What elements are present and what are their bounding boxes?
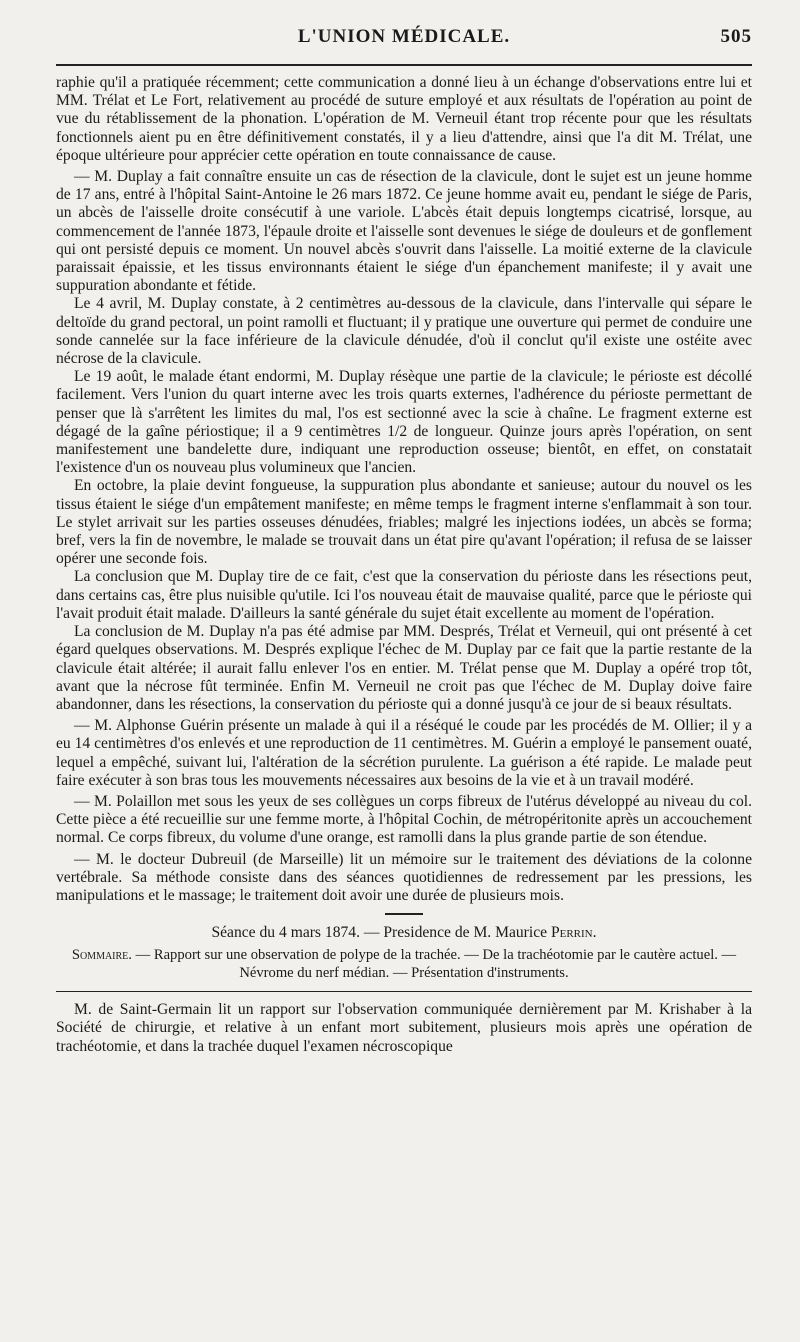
sommaire-rule xyxy=(56,991,752,992)
paragraph-guerin: — M. Alphonse Guérin présente un malade à qui il a réséqué le coude par les procédés de M. Ollier; il y a eu 14 centimètres d'os enlevés et une reproduction de 11 centimètres. M. Guérin a employé le pansement ouaté, lequel a empêché, suivant lui, l'altération de la sécrétion purulente. La guérison a été rapide. Le malade peut faire exécuter à son bras tous les mouvements nécessaires aux besoins de la vie et à un travail modéré. xyxy=(56,717,752,789)
journal-title: L'UNION MÉDICALE. xyxy=(297,26,511,47)
header-rule xyxy=(56,64,752,66)
seance-president: Perrin. xyxy=(550,924,597,942)
paragraph-polaillon: — M. Polaillon met sous les yeux de ses collègues un corps fibreux de l'utérus développé au niveau du col. Cette pièce a été recueillie sur une femme morte, à l'hôpital Cochin, de métropéritonite après un accouchement normal. Ce corps fibreux, du volume d'une orange, est ramolli dans la plus grande partie de son étendue. xyxy=(56,792,752,847)
paragraph-dubreuil: — M. le docteur Dubreuil (de Marseille) lit un mémoire sur le traitement des déviations de la colonne vertébrale. Sa méthode consiste dans des séances quotidiennes de redressement par les pressions, les manipulations et le massage; le traitement doit avoir une durée de plusieurs mois. xyxy=(56,850,752,904)
paragraph-octobre: En octobre, la plaie devint fongueuse, la suppuration plus abondante et sanieuse; autour du nouvel os les tissus étaient le siége d'un empâtement manifeste; en même temps le fragment interne s'enflammait à son tour. Le stylet arrivait sur les parties osseuses dénudées, friables; malgré les injections iodées, un abcès se forma; bref, vers la fin de novembre, le malade se trouvait dans un état pire qu'avant l'opération; il refusa de se laisser opérer une seconde fois. xyxy=(56,477,752,568)
paragraph-4-avril: Le 4 avril, M. Duplay constate, à 2 centimètres au-dessous de la clavicule, dans l'intervalle qui sépare le deltoïde du grand pectoral, un point ramolli et fluctuant; il y pratique une ouverture qui permet de conduire une sonde cannelée sur la face inférieure de la clavicule dénudée, d'où il conclut qu'il existe une ostéite avec nécrose de la clavicule. xyxy=(56,295,752,368)
paragraph-conclusion-duplay: La conclusion que M. Duplay tire de ce fait, c'est que la conservation du périoste dans les résections peut, dans certains cas, être plus nuisible qu'utile. Ici l'os nouveau était de mauvaise qualité, parce que le périoste qui l'avait produit était malade. D'ailleurs la santé générale du sujet était excellente au moment de l'opération. xyxy=(56,568,752,622)
body-text xyxy=(56,74,752,905)
sommaire-label: Sommaire. xyxy=(71,947,132,964)
paragraph-verneuil-phonation: raphie qu'il a pratiquée récemment; cette communication a donné lieu à un échange d'observations entre lui et MM. Trélat et Le Fort, relativement au procédé de suture employé et aux résultats de l'opération au point de vue du rétablissement de la phonation. L'opération de M. Verneuil étant trop récente pour que les résultats fonctionnels aient pu en être définitivement constatés, il y a lieu d'attendre, ainsi que l'a dit M. Trélat, une époque ultérieure pour apprécier cette opération en toute connaissance de cause. xyxy=(56,74,752,164)
paragraph-19-aout: Le 19 août, le malade étant endormi, M. Duplay résèque une partie de la clavicule; le périoste est décollé facilement. Vers l'union du quart interne avec les trois quarts externes, l'adhérence du périoste permettant de penser que là s'arrêtent les limites du mal, l'os est sectionné avec la scie à chaîne. Le fragment externe est dégagé de la gaîne périostique; il a 9 centimètres 1/2 de longueur. Quinze jours après l'opération, on sent manifestement une bandelette dure, indiquant une reproduction osseuse; bientôt, en effet, on constatait l'existence d'un os nouveau plus volumineux que l'ancien. xyxy=(56,368,752,477)
paragraph-conclusion-debat: La conclusion de M. Duplay n'a pas été admise par MM. Després, Trélat et Verneuil, qui ont présenté à cet égard quelques observations. M. Després explique l'échec de M. Duplay par ce fait que la partie restante de la clavicule était altérée; il aurait fallu enlever l'os en entier. M. Trélat pense que M. Duplay a opéré trop tôt, avant que la nécrose fût terminée. Enfin M. Verneuil ne croit pas que l'échec de M. Duplay doive faire abandonner, dans les résections, la conservation du périoste qui a donné jusqu'à ce jour de si beaux résultats. xyxy=(56,623,752,713)
paragraph-duplay-clavicule: — M. Duplay a fait connaître ensuite un cas de résection de la clavicule, dont le sujet est un jeune homme de 17 ans, entré à l'hôpital Saint-Antoine le 26 mars 1872. Ce jeune homme avait eu, pendant le siége de Paris, un abcès de l'aisselle droite consécutif à une variole. L'abcès était depuis longtemps cicatrisé, lorsque, au commencement de l'année 1873, l'épaule droite et l'aisselle sont devenues le siége de douleurs et de gonflement qui ont persisté depuis ce moment. Un nouvel abcès s'ouvrit dans l'aisselle. La moitié externe de la clavicule paraissait épaissie, et les tissus environnants étaient le siége d'un épanchement manifeste; il y avait une suppuration abondante et fétide. xyxy=(56,168,752,295)
seance-heading xyxy=(56,923,752,943)
paragraph-saint-germain: M. de Saint-Germain lit un rapport sur l'observation communiquée dernièrement par M. Krishaber à la Société de chirurgie, et relative à un enfant mort subitement, plusieurs mois après une opération de trachéotomie, et dans la trachée duquel l'examen nécroscopique xyxy=(56,1001,752,1055)
section-divider xyxy=(385,913,423,915)
page-number: 505 xyxy=(720,26,752,47)
running-header xyxy=(56,26,752,58)
seance-text: Séance du 4 mars 1874. — Presidence de M. Maurice xyxy=(211,924,551,942)
sommaire-text: — Rapport sur une observation de polype de la trachée. — De la trachéotomie par le cautère actuel. — Névrome du nerf médian. — Présentation d'instruments. xyxy=(131,947,737,981)
final-text xyxy=(56,1001,752,1056)
sommaire xyxy=(56,947,752,982)
